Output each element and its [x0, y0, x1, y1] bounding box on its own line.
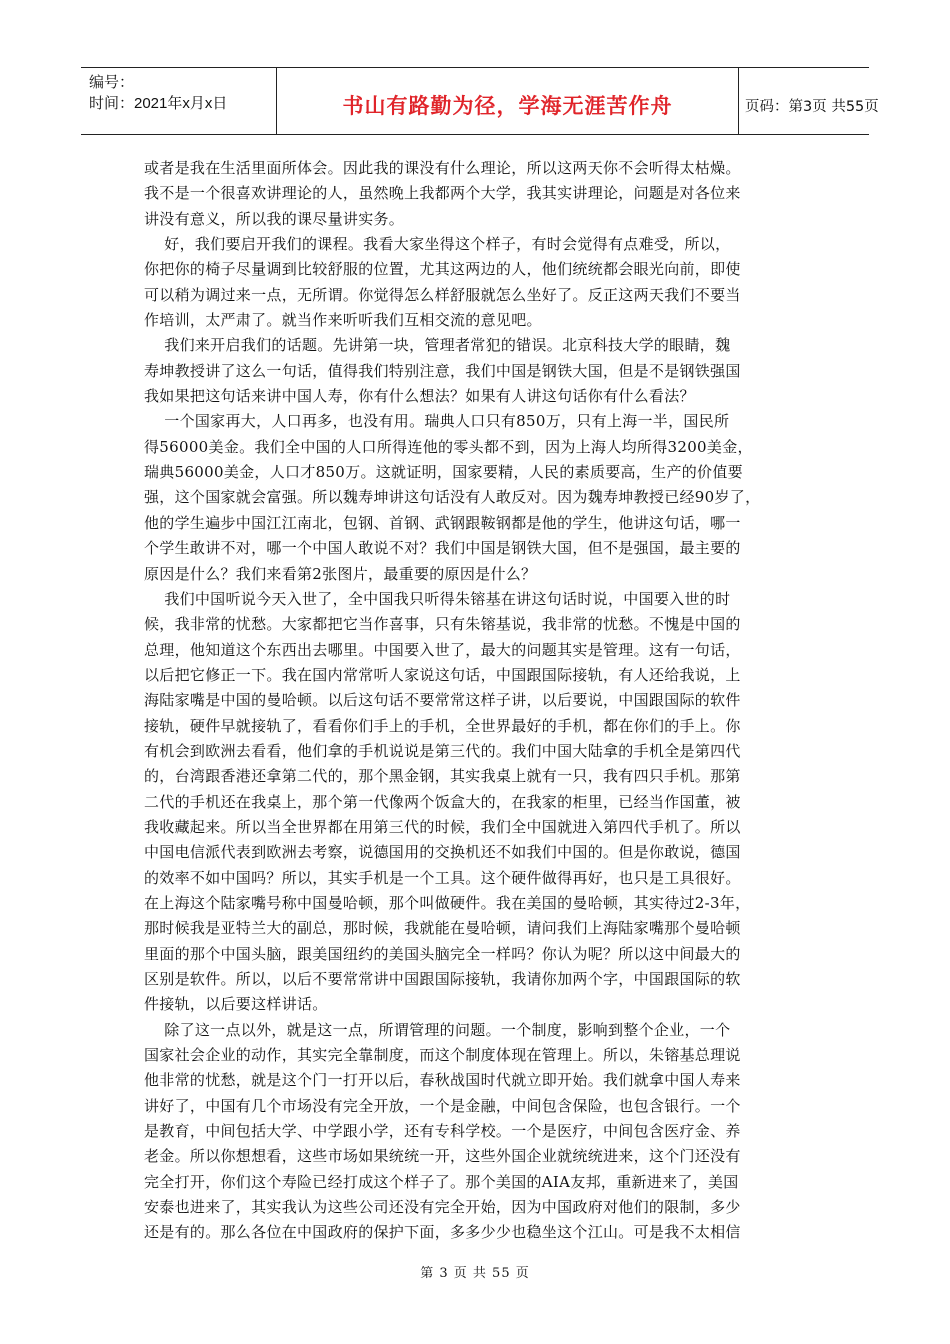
text-line: 安泰也进来了，其实我认为这些公司还没有完全开始，因为中国政府对他们的限制，多少: [144, 1198, 741, 1217]
text-line: 得56000美金。我们全中国的人口所得连他的零头都不到，因为上海人均所得3200美金，: [144, 437, 753, 456]
text-line: 原因是什么？我们来看第2张图片，最重要的原因是什么？: [144, 564, 537, 583]
doc-number-label: 编号：: [89, 74, 135, 91]
doc-time-label: 时间：2021年x月x日: [89, 95, 228, 112]
text-line: 他的学生遍步中国江江南北，包钢、首钢、武钢跟鞍钢都是他的学生，他讲这句话，哪一: [144, 513, 741, 532]
text-line: 讲没有意义，所以我的课尽量讲实务。: [144, 209, 405, 228]
text-line: 我们来开启我们的话题。先讲第一块，管理者常犯的错误。北京科技大学的眼睛，魏: [144, 336, 731, 355]
text-line: 我如果把这句话来讲中国人寿，你有什么想法？如果有人讲这句话你有什么看法？: [144, 387, 695, 406]
text-line: 我不是一个很喜欢讲理论的人，虽然晚上我都两个大学，我其实讲理论，问题是对各位来: [144, 184, 741, 203]
text-line: 以后把它修正一下。我在国内常常听人家说这句话，中国跟国际接轨，有人还给我说，上: [144, 665, 741, 684]
text-line: 你把你的椅子尽量调到比较舒服的位置，尤其这两边的人，他们统统都会眼光向前，即使: [144, 260, 741, 279]
header-motto-cell: [277, 68, 739, 134]
text-line: 件接轨，以后要这样讲话。: [144, 995, 328, 1014]
text-line: 的效率不如中国吗？所以，其实手机是一个工具。这个硬件做得再好，也只是工具很好。: [144, 868, 741, 887]
text-line: 好，我们要启开我们的课程。我看大家坐得这个样子，有时会觉得有点难受，所以，: [144, 235, 731, 254]
text-line: 强，这个国家就会富强。所以魏寿坤讲这句话没有人敢反对。因为魏寿坤教授已经90岁了，: [144, 488, 761, 507]
header-motto: 书山有路勤为径，学海无涯苦作舟: [342, 94, 673, 118]
text-line: 寿坤教授讲了这么一句话，值得我们特别注意，我们中国是钢铁大国，但是不是钢铁强国: [144, 361, 741, 380]
text-line: 的，台湾跟香港还拿第二代的，那个黑金钢，其实我桌上就有一只，我有四只手机。那第: [144, 767, 741, 786]
text-line: 一个国家再大，人口再多，也没有用。瑞典人口只有850万，只有上海一半，国民所: [144, 412, 730, 431]
text-line: 二代的手机还在我桌上，那个第一代像两个饭盒大的，在我家的柜里，已经当作国董，被: [144, 792, 741, 811]
text-line: 中国电信派代表到欧洲去考察，说德国用的交换机还不如我们中国的。但是你敢说，德国: [144, 843, 741, 862]
text-line: 作培训，太严肃了。就当作来听听我们互相交流的意见吧。: [144, 311, 542, 330]
text-line: 那时候我是亚特兰大的副总，那时候，我就能在曼哈顿，请问我们上海陆家嘴那个曼哈顿: [144, 919, 741, 938]
text-line: 在上海这个陆家嘴号称中国曼哈顿，那个叫做硬件。我在美国的曼哈顿，其实待过2-3年，: [144, 893, 751, 912]
text-line: 国家社会企业的动作，其实完全靠制度，而这个制度体现在管理上。所以，朱镕基总理说: [144, 1046, 741, 1065]
text-line: 区别是软件。所以，以后不要常常讲中国跟国际接轨，我请你加两个字，中国跟国际的软: [144, 970, 741, 988]
text-line: 我收藏起来。所以当全世界都在用第三代的时候，我们全中国就进入第四代手机了。所以: [144, 817, 741, 836]
text-line: 候，我非常的忧愁。大家都把它当作喜事，只有朱镕基说，我非常的忧愁。不愧是中国的: [144, 615, 741, 634]
text-line: 有机会到欧洲去看看，他们拿的手机说说是第三代的。我们中国大陆拿的手机全是第四代: [144, 741, 741, 760]
text-line: 他非常的忧愁，就是这个门一打开以后，春秋战国时代就立即开始。我们就拿中国人寿来: [144, 1071, 741, 1090]
header-page-info: 页码：第3页 共55页: [745, 98, 879, 115]
text-line: 或者是我在生活里面所体会。因此我的课没有什么理论，所以这两天你不会听得太枯燥。: [144, 159, 741, 177]
text-line: 瑞典56000美金，人口才850万。这就证明，国家要精，人民的素质要高，生产的价值要: [144, 463, 743, 482]
text-line: 老金。所以你想想看，这些市场如果统统一开，这些外国企业就统统进来，这个门还没有: [144, 1147, 741, 1166]
text-line: 个学生敢讲不对，哪一个中国人敢说不对？我们中国是钢铁大国，但不是强国，最主要的: [144, 539, 741, 558]
document-body: [144, 156, 809, 1246]
text-line: 完全打开，你们这个寿险已经打成这个样子了。那个美国的AIA友邦，重新进来了，美国: [144, 1172, 739, 1191]
text-line: 还是有的。那么各位在中国政府的保护下面，多多少少也稳坐这个江山。可是我不太相信: [144, 1223, 741, 1242]
text-line: 我们中国听说今天入世了，全中国我只听得朱镕基在讲这句话时说，中国要入世的时: [144, 589, 731, 608]
text-line: 是教育，中间包括大学、中学跟小学，还有专科学校。一个是医疗，中间包含医疗金、养: [144, 1122, 741, 1141]
page-header: [81, 67, 879, 135]
text-line: 除了这一点以外，就是这一点，所谓管理的问题。一个制度，影响到整个企业，一个: [144, 1020, 731, 1039]
text-line: 海陆家嘴是中国的曼哈顿。以后这句话不要常常这样子讲，以后要说，中国跟国际的软件: [144, 691, 741, 710]
text-line: 讲好了，中国有几个市场没有完全开放，一个是金融，中间包含保险，也包含银行。一个: [144, 1096, 741, 1115]
header-meta: [81, 68, 277, 134]
text-line: 可以稍为调过来一点，无所谓。你觉得怎么样舒服就怎么坐好了。反正这两天我们不要当: [144, 285, 741, 304]
page-footer: 第 3 页 共 55 页: [420, 1266, 530, 1281]
text-line: 接轨，硬件早就接轨了，看看你们手上的手机，全世界最好的手机，都在你们的手上。你: [144, 716, 741, 735]
text-line: 总理，他知道这个东西出去哪里。中国要入世了，最大的问题其实是管理。这有一句话，: [144, 640, 741, 659]
text-line: 里面的那个中国头脑，跟美国纽约的美国头脑完全一样吗？你认为呢？所以这中间最大的: [144, 944, 741, 963]
